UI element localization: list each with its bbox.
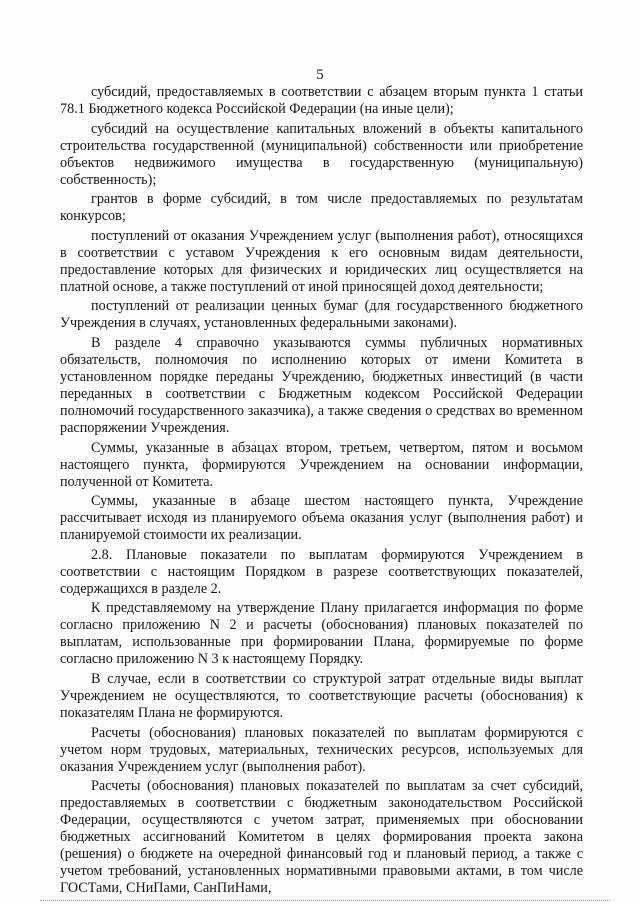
paragraph: Расчеты (обоснования) плановых показателей по выплатам за счет субсидий, предоставляемых в соответствии с бюджетным законодательством Российской Федерации, осуществляются с учетом затрат, применяемых при обосновании бюджетных ассигнований Комитетом в целях формирования проекта закона (решения) о бюджете на очередной финансовый год и плановый период, а также с учетом требований, установленных нормативными правовыми актами, в том числе ГОСТами, СНиПами, СанПиНами, <box>60 778 583 897</box>
paragraph: субсидий на осуществление капитальных вложений в объекты капитального строительства государственной (муниципальной) собственности или приобретение объектов недвижимого имущества в государственную (муниципальную) собственность); <box>60 120 583 188</box>
scan-edge-divider <box>40 900 610 901</box>
paragraph: 2.8. Плановые показатели по выплатам формируются Учреждением в соответствии с настоящим Порядком в разрезе соответствующих показателей, содержащихся в разделе 2. <box>60 546 583 597</box>
paragraph: поступлений от реализации ценных бумаг (для государственного бюджетного Учреждения в случаях, установленных федеральными законами). <box>60 298 583 332</box>
paragraph: Суммы, указанные в абзацах втором, третьем, четвертом, пятом и восьмом настоящего пункта, формируются Учреждением на основании информации, полученной от Комитета. <box>60 439 583 490</box>
paragraph: субсидий, предоставляемых в соответствии с абзацем вторым пункта 1 статьи 78.1 Бюджетного кодекса Российской Федерации (на иные цели); <box>60 84 583 117</box>
paragraph: грантов в форме субсидий, в том числе предоставляемых по результатам конкурсов; <box>60 191 583 225</box>
paragraph: В разделе 4 справочно указываются суммы публичных нормативных обязательств, полномочия по исполнению которых от имени Комитета в установленном порядке переданы Учреждению, бюджетных инвестиций (в части переданных в соответствии с Бюджетным кодексом Российской Федерации полномочий государственного заказчика), а также сведения о средствах во временном распоряжении Учреждения. <box>60 334 583 436</box>
paragraph: Суммы, указанные в абзаце шестом настоящего пункта, Учреждение рассчитывает исходя из планируемого объема оказания услуг (выполнения работ) и планируемой стоимости их реализации. <box>60 493 583 544</box>
paragraph: поступлений от оказания Учреждением услуг (выполнения работ), относящихся в соответствии с уставом Учреждения к его основным видам деятельности, предоставление которых для физических и юридических лиц осуществляется на платной основе, а также поступлений от иной приносящей доход деятельности; <box>60 227 583 295</box>
document-body <box>60 84 583 897</box>
paragraph: К представляемому на утверждение Плану прилагается информация по форме согласно приложению N 2 и расчеты (обоснования) плановых показателей по выплатам, использованные при формировании Плана, формируемые по форме согласно приложению N 3 к настоящему Порядку. <box>60 600 583 668</box>
paragraph: Расчеты (обоснования) плановых показателей по выплатам формируются с учетом норм трудовых, материальных, технических ресурсов, используемых для оказания Учреждением услуг (выполнения работ). <box>60 724 583 775</box>
paragraph: В случае, если в соответствии со структурой затрат отдельные виды выплат Учреждением не осуществляются, то соответствующие расчеты (обоснования) к показателям Плана не формируются. <box>60 670 583 721</box>
page-number: 5 <box>316 67 324 83</box>
